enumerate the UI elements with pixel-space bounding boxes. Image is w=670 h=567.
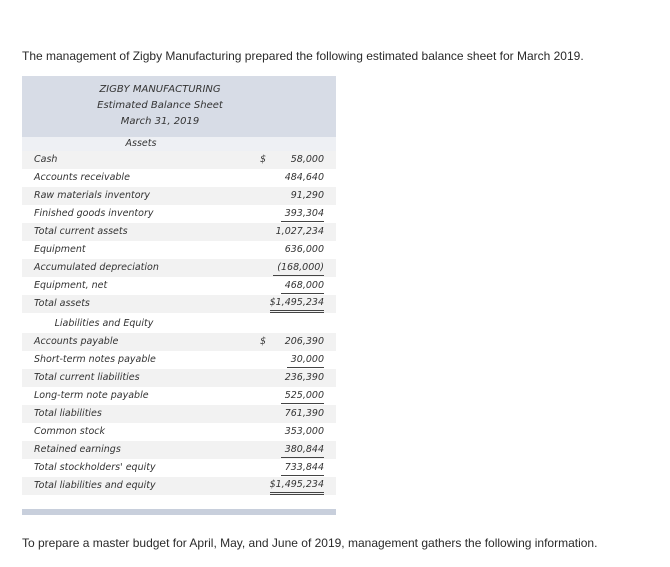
row-value: 58,000 — [290, 154, 324, 165]
table-row — [22, 477, 336, 495]
row-value: 393,304 — [281, 207, 324, 222]
row-label: Accounts receivable — [34, 172, 130, 183]
row-value: 525,000 — [281, 389, 324, 404]
row-value: 380,844 — [281, 443, 324, 458]
table-row — [22, 441, 336, 459]
row-value: (168,000) — [273, 261, 324, 276]
table-bottom-bar — [22, 509, 336, 515]
row-label: Total current assets — [34, 226, 128, 237]
row-label: Equipment, net — [34, 280, 108, 291]
row-label: Accumulated depreciation — [34, 262, 159, 273]
row-value: 468,000 — [281, 279, 324, 294]
assets-heading: Assets — [22, 137, 336, 151]
row-value: 30,000 — [287, 353, 324, 368]
row-value: $1,495,234 — [270, 478, 324, 495]
intro-text: The management of Zigby Manufacturing prepared the following estimated balance sheet for March 2019. — [22, 49, 584, 63]
table-row — [22, 205, 336, 223]
table-row — [22, 223, 336, 241]
sheet-date: March 31, 2019 — [120, 116, 200, 127]
row-label: Total current liabilities — [34, 372, 140, 383]
row-label: Common stock — [34, 426, 106, 437]
table-row — [22, 387, 336, 405]
row-value: $1,495,234 — [270, 296, 324, 313]
row-label: Short-term notes payable — [34, 354, 156, 365]
table-row — [22, 423, 336, 441]
table-row — [22, 241, 336, 259]
table-row — [22, 187, 336, 205]
row-label: Equipment — [34, 244, 86, 255]
outro-text: To prepare a master budget for April, May, and June of 2019, management gathers the following information. — [22, 536, 598, 550]
table-row — [22, 351, 336, 369]
row-label: Retained earnings — [34, 444, 121, 455]
row-value: 91,290 — [290, 190, 324, 201]
row-value: 353,000 — [284, 426, 324, 437]
row-value: 761,390 — [284, 408, 324, 419]
table-row — [22, 169, 336, 187]
table-row — [22, 277, 336, 295]
row-label: Total stockholders' equity — [34, 462, 156, 473]
row-label: Total liabilities and equity — [34, 480, 156, 491]
balance-sheet-table — [22, 76, 336, 515]
row-label: Total liabilities — [34, 408, 102, 419]
sheet-title: Estimated Balance Sheet — [97, 100, 223, 111]
row-label: Raw materials inventory — [34, 190, 151, 201]
table-row — [22, 333, 336, 351]
row-label: Cash — [34, 154, 58, 165]
table-row — [22, 295, 336, 313]
table-row — [22, 259, 336, 277]
row-value: 1,027,234 — [275, 226, 324, 237]
table-row — [22, 405, 336, 423]
sheet-header — [22, 76, 336, 137]
table-row — [22, 151, 336, 169]
currency-symbol: $ — [260, 154, 267, 165]
row-label: Finished goods inventory — [34, 208, 154, 219]
row-value: 484,640 — [284, 172, 324, 183]
liabilities-heading: Liabilities and Equity — [22, 313, 336, 333]
row-label: Long-term note payable — [34, 390, 149, 401]
table-row — [22, 459, 336, 477]
row-label: Accounts payable — [34, 336, 119, 347]
company-name: ZIGBY MANUFACTURING — [99, 84, 221, 95]
row-value: 206,390 — [284, 336, 324, 347]
row-value: 236,390 — [284, 372, 324, 383]
table-row — [22, 369, 336, 387]
row-value: 636,000 — [284, 244, 324, 255]
row-value: 733,844 — [281, 461, 324, 476]
currency-symbol: $ — [260, 336, 267, 347]
row-label: Total assets — [34, 298, 90, 309]
